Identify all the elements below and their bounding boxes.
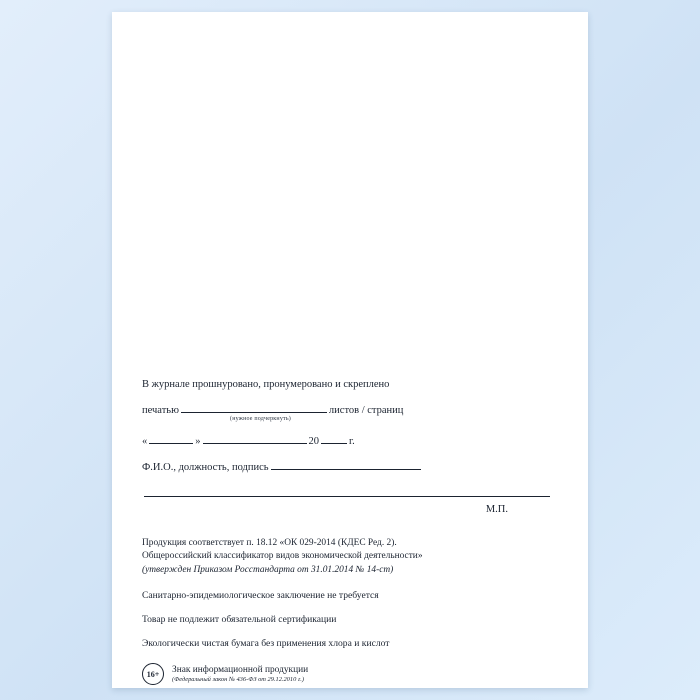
document-page: [112, 12, 588, 688]
age-rating-law: (Федеральный закон № 436-ФЗ от 29.12.2010 г.): [172, 676, 305, 684]
age-rating-icon: 16+: [142, 663, 164, 685]
date-quote-close: »: [195, 436, 201, 448]
date-quote-open: «: [142, 436, 148, 448]
signer-extra-field[interactable]: [144, 486, 550, 497]
seal-label: печатью: [142, 405, 179, 417]
compliance-block: [142, 537, 562, 686]
stamp-place-label: М.П.: [485, 503, 508, 515]
certification-note: Товар не подлежит обязательной сертификации: [142, 614, 337, 626]
compliance-line-1: Продукция соответствует п. 18.12 «ОК 029-2014 (КДЕС Ред. 2).: [142, 537, 397, 548]
sheets-pages-label: листов / страниц: [328, 405, 404, 417]
journal-certification-block: [142, 378, 562, 515]
compliance-line-2: Общероссийский классификатор видов экономической деятельности»: [142, 551, 423, 562]
date-year-field[interactable]: [321, 433, 347, 444]
journal-line-1: В журнале прошнуровано, пронумеровано и скреплено: [142, 379, 390, 390]
journal-date-row: [142, 433, 562, 448]
date-year-prefix: 20: [308, 436, 319, 448]
sanitary-note: Санитарно-эпидемиологическое заключение не требуется: [142, 590, 379, 602]
journal-extra-line-row: [142, 486, 562, 497]
age-rating-footer: [142, 663, 562, 685]
date-year-suffix: г.: [349, 436, 355, 448]
journal-seal-row: [142, 402, 562, 417]
age-rating-text: [172, 665, 308, 684]
eco-paper-note: Экологически чистая бумага без применения хлора и кислот: [142, 638, 390, 650]
document-content: [142, 378, 562, 685]
seal-blank-field[interactable]: [181, 402, 327, 413]
signer-field[interactable]: [271, 459, 421, 470]
age-rating-title: Знак информационной продукции: [172, 664, 309, 675]
underline-hint: (нужное подчеркнуть): [230, 416, 291, 423]
signer-label: Ф.И.О., должность, подпись: [142, 462, 269, 474]
compliance-line-3: (утвержден Приказом Росстандарта от 31.01.2014 № 14-ст): [142, 564, 394, 575]
date-month-field[interactable]: [203, 433, 307, 444]
journal-signer-row: [142, 459, 562, 474]
date-day-field[interactable]: [149, 433, 193, 444]
